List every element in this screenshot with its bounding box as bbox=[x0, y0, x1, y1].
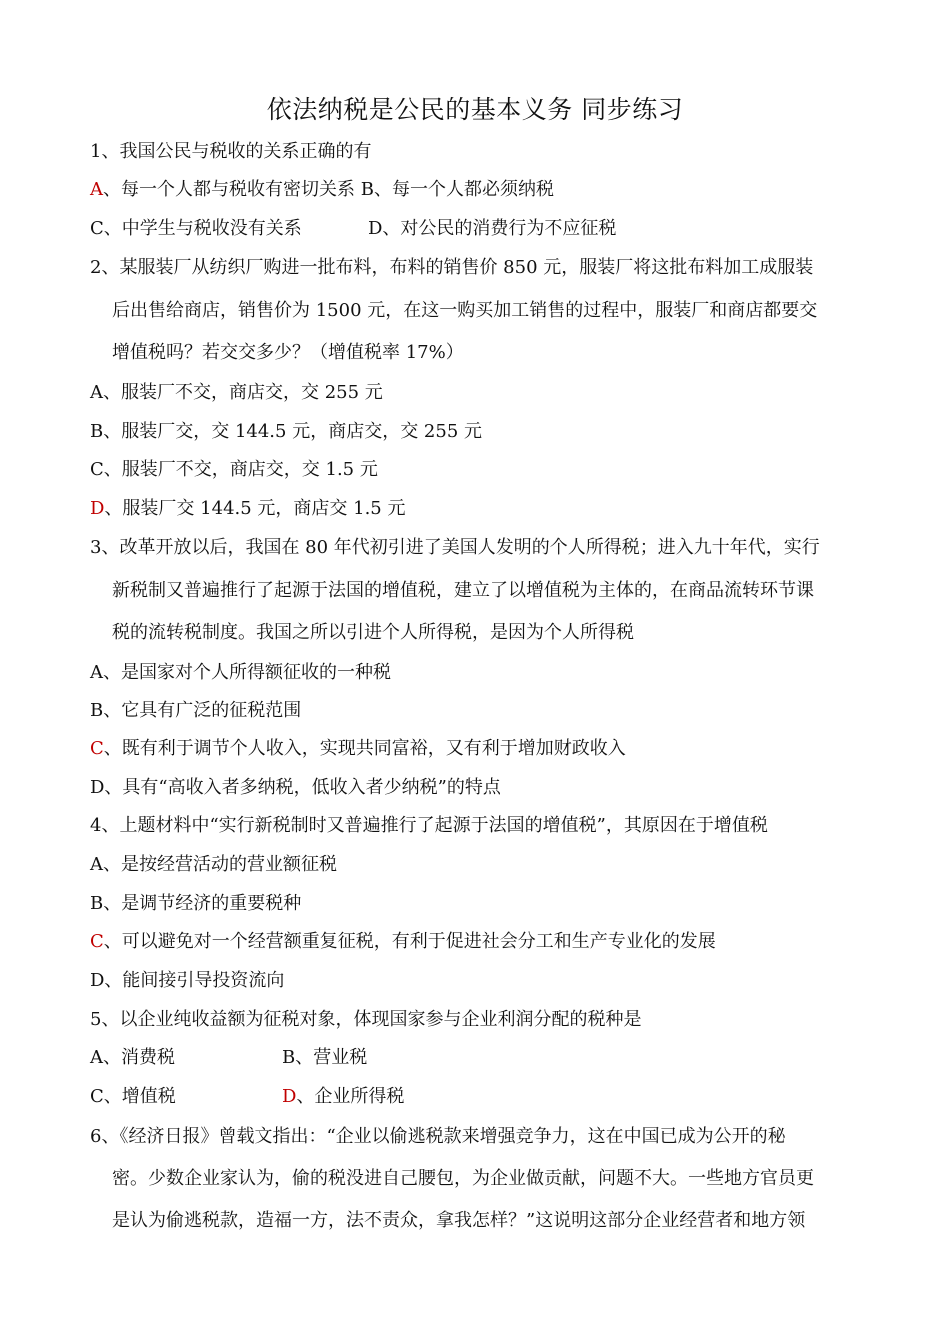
q6-stem-line-1: 6、《经济日报》曾载文指出：“企业以偷逃税款来增强竞争力，这在中国已成为公开的秘 bbox=[90, 1126, 786, 1147]
q2-option-a: A、服装厂不交，商店交，交 255 元 bbox=[90, 382, 383, 403]
q5-option-d-text: 、企业所得税 bbox=[296, 1086, 405, 1107]
q2-stem-line-3: 增值税吗？若交交多少？（增值税率 17%） bbox=[112, 342, 464, 363]
q2-stem-line-1: 2、某服装厂从纺织厂购进一批布料，布料的销售价 850 元，服装厂将这批布料加工成服装 bbox=[90, 257, 814, 278]
q3-option-b: B、它具有广泛的征税范围 bbox=[90, 700, 302, 721]
q3-stem-line-3: 税的流转税制度。我国之所以引进个人所得税，是因为个人所得税 bbox=[112, 622, 634, 643]
q5-option-c: C、增值税 bbox=[90, 1086, 176, 1107]
q2-option-c: C、服装厂不交，商店交，交 1.5 元 bbox=[90, 459, 378, 480]
q4-option-a: A、是按经营活动的营业额征税 bbox=[90, 854, 337, 875]
q2-stem-line-2: 后出售给商店，销售价为 1500 元，在这一购买加工销售的过程中，服装厂和商店都要交 bbox=[112, 300, 818, 321]
q2-option-b: B、服装厂交，交 144.5 元，商店交，交 255 元 bbox=[90, 421, 482, 442]
q5-option-a: A、消费税 bbox=[90, 1047, 175, 1068]
q4-option-c-text: 、可以避免对一个经营额重复征税，有利于促进社会分工和生产专业化的发展 bbox=[103, 931, 716, 952]
q3-answer-letter: C bbox=[90, 738, 104, 759]
q2-answer-letter: D bbox=[90, 498, 105, 519]
q4-option-c bbox=[90, 929, 716, 955]
q4-option-d: D、能间接引导投资流向 bbox=[90, 970, 285, 991]
q2-option-d bbox=[90, 496, 405, 522]
q6-stem-line-3: 是认为偷逃税款，造福一方，法不责众，拿我怎样？”这说明这部分企业经营者和地方领 bbox=[112, 1210, 806, 1231]
q4-answer-letter: C bbox=[90, 931, 104, 952]
q5-option-b: B、营业税 bbox=[282, 1047, 368, 1068]
q3-option-c-text: 、既有利于调节个人收入，实现共同富裕，又有利于增加财政收入 bbox=[103, 738, 626, 759]
q1-options-ab bbox=[90, 177, 554, 203]
q1-stem: 1、我国公民与税收的关系正确的有 bbox=[90, 141, 372, 162]
q1-option-a-b: 、每一个人都与税收有密切关系 B、每一个人都必须纳税 bbox=[103, 179, 554, 200]
page-title: 依法纳税是公民的基本义务 同步练习 bbox=[266, 95, 684, 124]
q5-answer-letter: D bbox=[282, 1086, 297, 1107]
q5-option-d bbox=[282, 1084, 404, 1110]
q3-stem-line-1: 3、改革开放以后，我国在 80 年代初引进了美国人发明的个人所得税；进入九十年代，实行 bbox=[90, 537, 820, 558]
q1-option-c: C、中学生与税收没有关系 bbox=[90, 218, 302, 239]
q5-stem: 5、以企业纯收益额为征税对象，体现国家参与企业利润分配的税种是 bbox=[90, 1009, 642, 1030]
q3-stem-line-2: 新税制又普遍推行了起源于法国的增值税，建立了以增值税为主体的，在商品流转环节课 bbox=[112, 580, 814, 601]
q1-option-d: D、对公民的消费行为不应征税 bbox=[368, 218, 617, 239]
q2-option-d-text: 、服装厂交 144.5 元，商店交 1.5 元 bbox=[104, 498, 406, 519]
q6-stem-line-2: 密。少数企业家认为，偷的税没进自己腰包，为企业做贡献，问题不大。一些地方官员更 bbox=[112, 1168, 814, 1189]
q4-stem: 4、上题材料中“实行新税制时又普遍推行了起源于法国的增值税”，其原因在于增值税 bbox=[90, 815, 768, 836]
q1-answer-letter: A bbox=[90, 179, 103, 200]
q4-option-b: B、是调节经济的重要税种 bbox=[90, 893, 302, 914]
q3-option-c bbox=[90, 736, 626, 762]
q3-option-d: D、具有“高收入者多纳税，低收入者少纳税”的特点 bbox=[90, 777, 501, 798]
q3-option-a: A、是国家对个人所得额征收的一种税 bbox=[90, 662, 391, 683]
